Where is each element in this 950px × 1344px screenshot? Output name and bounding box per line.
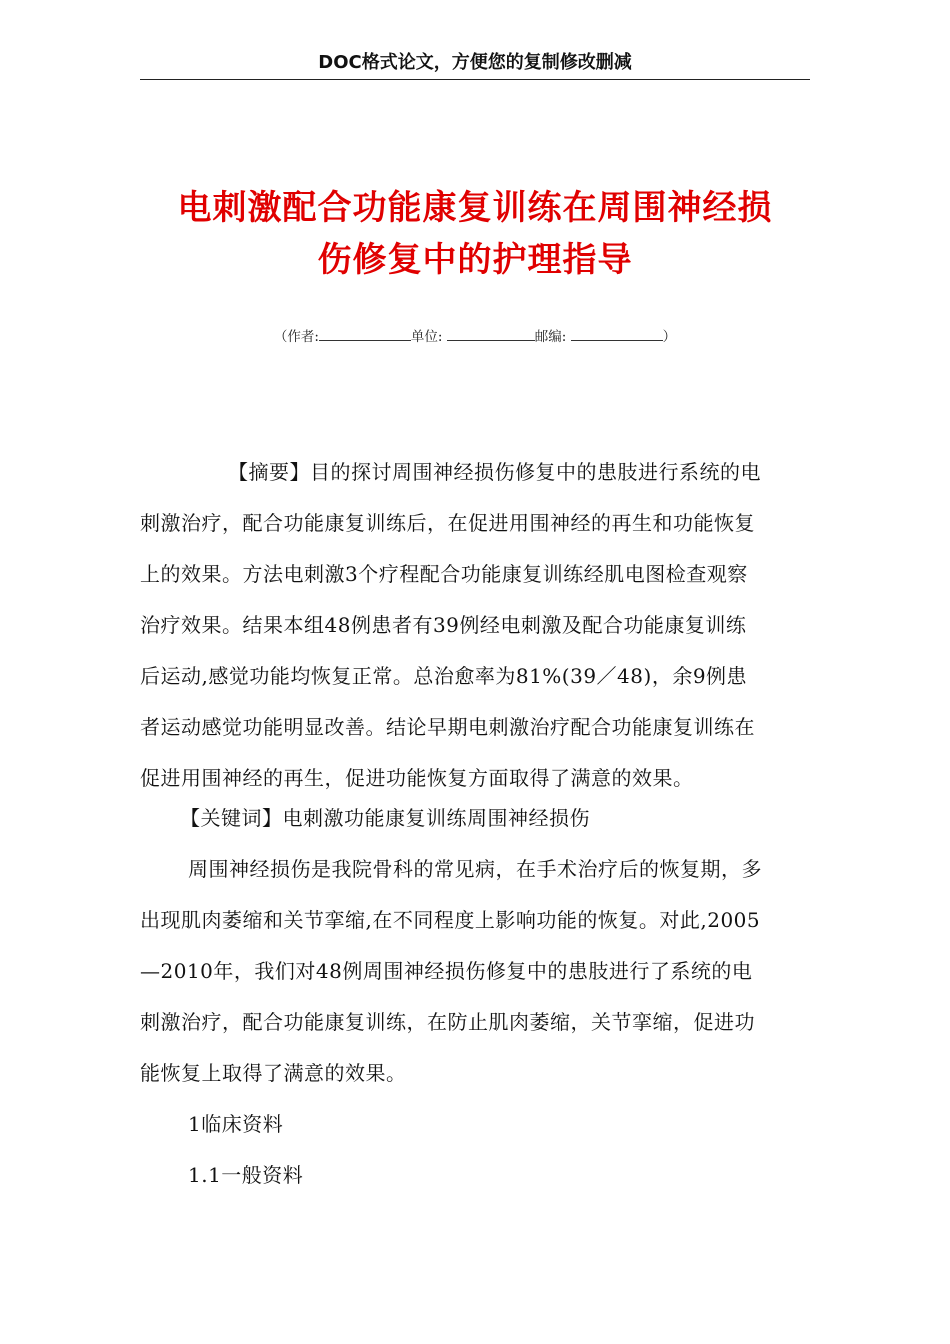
abstract-line: 【摘要】目的探讨周围神经损伤修复中的患肢进行系统的电 [228, 460, 761, 484]
section-heading-text: 1临床资料 [188, 1112, 284, 1136]
section-heading-1 [140, 1099, 810, 1150]
header-divider [140, 79, 810, 80]
intro-paragraph [140, 844, 810, 1099]
intro-line: 能恢复上取得了满意的效果。 [140, 1061, 407, 1085]
abstract-line: 后运动,感觉功能均恢复正常。总治愈率为81%(39／48)，余9例患 [140, 664, 748, 688]
author-blank [319, 326, 411, 341]
author-info-line [140, 326, 810, 348]
intro-line: —2010年，我们对48例周围神经损伤修复中的患肢进行了系统的电 [140, 959, 753, 983]
page-header: DOC格式论文，方便您的复制修改删减 [318, 52, 632, 73]
intro-line: 刺激治疗，配合功能康复训练，在防止肌肉萎缩，关节挛缩，促进功 [140, 1010, 755, 1034]
title-line-1: 电刺激配合功能康复训练在周围神经损 [177, 188, 773, 228]
abstract-paragraph [140, 447, 810, 804]
abstract-line: 促进用围神经的再生，促进功能恢复方面取得了满意的效果。 [140, 766, 694, 790]
keywords-line: 【关键词】电刺激功能康复训练周围神经损伤 [180, 806, 590, 830]
author-open-paren: （ [273, 329, 288, 345]
intro-line: 出现肌肉萎缩和关节挛缩,在不同程度上影响功能的恢复。对此,2005 [140, 908, 761, 932]
document-title [110, 182, 840, 286]
unit-blank [447, 326, 535, 341]
postcode-blank [571, 326, 663, 341]
abstract-line: 上的效果。方法电刺激3个疗程配合功能康复训练经肌电图检查观察 [140, 562, 748, 586]
unit-label: 单位: [410, 329, 443, 345]
abstract-line: 者运动感觉功能明显改善。结论早期电刺激治疗配合功能康复训练在 [140, 715, 755, 739]
keywords-paragraph [140, 793, 810, 844]
title-line-2: 伤修复中的护理指导 [317, 240, 633, 280]
section-heading-text: 1.1一般资料 [188, 1163, 304, 1187]
abstract-line: 治疗效果。结果本组48例患者有39例经电刺激及配合功能康复训练 [140, 613, 747, 637]
postcode-label: 邮编: [534, 329, 567, 345]
abstract-line: 刺激治疗，配合功能康复训练后，在促进用围神经的再生和功能恢复 [140, 511, 755, 535]
author-label: 作者: [287, 329, 319, 345]
section-heading-1-1 [140, 1150, 810, 1201]
intro-line: 周围神经损伤是我院骨科的常见病，在手术治疗后的恢复期，多 [188, 857, 762, 881]
author-close-paren: ） [662, 329, 677, 345]
